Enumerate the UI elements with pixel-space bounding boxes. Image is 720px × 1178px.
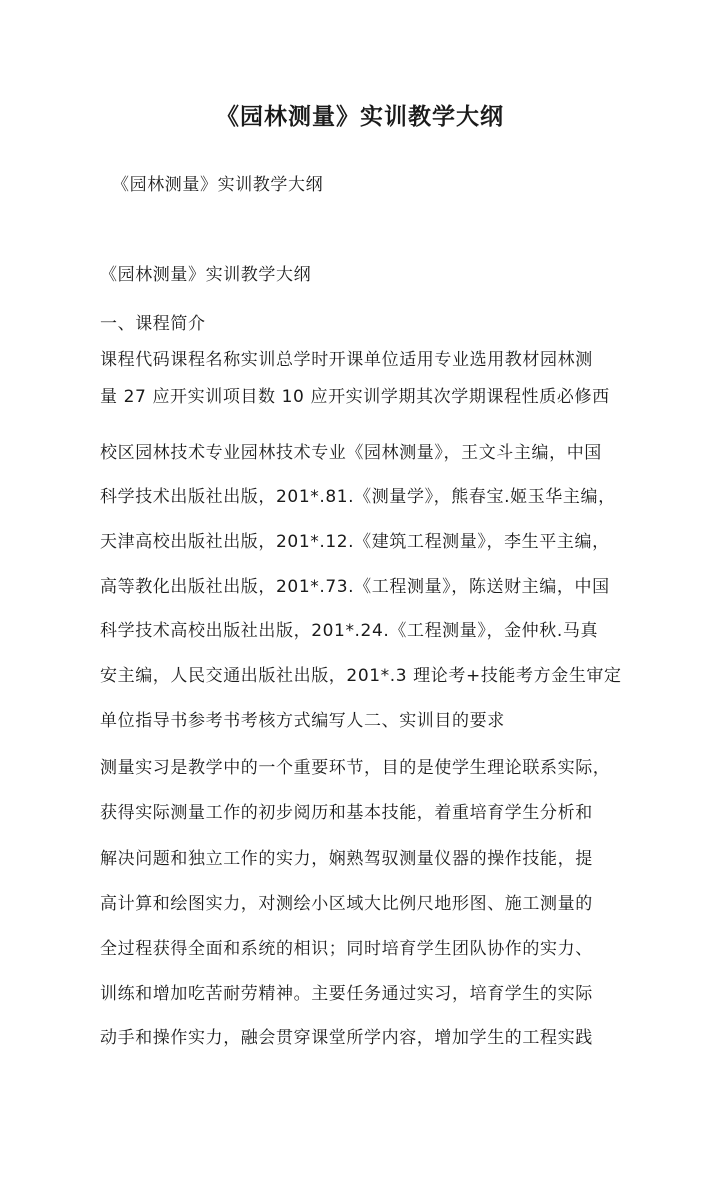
document-subtitle: 《园林测量》实训教学大纲 xyxy=(112,175,324,195)
paragraph-line: 校区园林技术专业园林技术专业《园林测量》，王文斗主编，中国 xyxy=(100,443,602,463)
paragraph-line: 科学技术出版社出版，201*.81.《测量学》，熊春宝.姬玉华主编， xyxy=(100,487,616,507)
paragraph-line: 安主编，人民交通出版社出版，201*.3 理论考+技能考方金生审定 xyxy=(100,666,622,686)
paragraph-line: 高等教化出版社出版，201*.73.《工程测量》，陈送财主编，中国 xyxy=(100,577,610,597)
paragraph-line: 获得实际测量工作的初步阅历和基本技能，着重培育学生分析和 xyxy=(100,803,593,823)
paragraph-line: 科学技术高校出版社出版，201*.24.《工程测量》，金仲秋.马真 xyxy=(100,621,599,641)
paragraph-line: 天津高校出版社出版，201*.12.《建筑工程测量》，李生平主编， xyxy=(100,532,610,552)
section-heading-course-intro: 一、课程简介 xyxy=(100,314,206,334)
paragraph-line: 训练和增加吃苦耐劳精神。主要任务通过实习，培育学生的实际 xyxy=(100,984,593,1004)
paragraph-line: 量 27 应开实训项目数 10 应开实训学期其次学期课程性质必修西 xyxy=(100,387,610,407)
paragraph-line: 单位指导书参考书考核方式编写人二、实训目的要求 xyxy=(100,711,505,731)
paragraph-line: 测量实习是教学中的一个重要环节，目的是使学生理论联系实际， xyxy=(100,758,611,778)
paragraph-line: 高计算和绘图实力，对测绘小区域大比例尺地形图、施工测量的 xyxy=(100,894,593,914)
paragraph-line: 课程代码课程名称实训总学时开课单位适用专业选用教材园林测 xyxy=(100,350,593,370)
paragraph-line: 解决问题和独立工作的实力，娴熟驾驭测量仪器的操作技能，提 xyxy=(100,849,593,869)
document-heading: 《园林测量》实训教学大纲 xyxy=(100,265,312,285)
paragraph-line: 全过程获得全面和系统的相识；同时培育学生团队协作的实力、 xyxy=(100,939,593,959)
paragraph-line: 动手和操作实力，融会贯穿课堂所学内容，增加学生的工程实践 xyxy=(100,1028,593,1048)
document-title: 《园林测量》实训教学大纲 xyxy=(216,103,504,130)
